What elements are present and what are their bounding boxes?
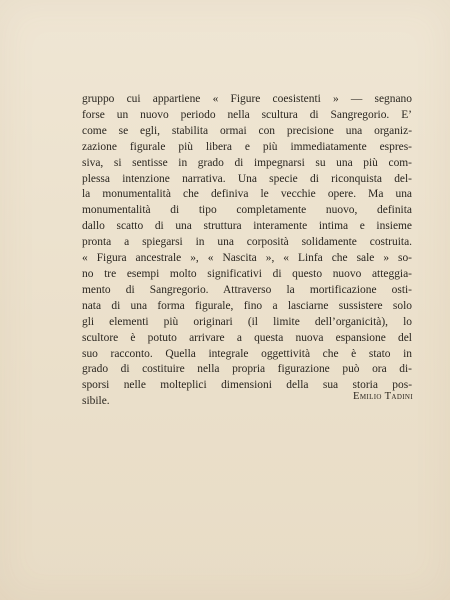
text-line: sporsi nelle molteplici dimensioni della sua storia pos- bbox=[82, 379, 412, 392]
text-line: siva, si sentisse in grado di impegnarsi su una più com- bbox=[82, 156, 412, 169]
text-line: nata di una forma figurale, fino a lasciarne sussistere solo bbox=[82, 299, 412, 312]
author-signature: Emilio Tadini bbox=[353, 391, 413, 402]
text-line-last: sibile. bbox=[82, 395, 110, 408]
text-line: zazione figurale più libera e più immediatamente espres- bbox=[82, 140, 412, 153]
body-text bbox=[82, 92, 412, 410]
text-line: plessa intenzione narrativa. Una specie di riconquista del- bbox=[82, 172, 412, 185]
text-line: gli elementi più originari (il limite dell’organicità), lo bbox=[82, 315, 412, 328]
text-line: dallo scatto di una struttura interamente intima e insieme bbox=[82, 220, 412, 233]
text-line: la monumentalità che definiva le vecchie opere. Ma una bbox=[82, 188, 412, 201]
text-line: forse un nuovo periodo nella scultura di Sangregorio. E’ bbox=[82, 108, 412, 121]
text-line: gruppo cui appartiene « Figure coesistenti » — segnano bbox=[82, 93, 412, 105]
text-line: come se egli, stabilita ormai con precisione una organiz- bbox=[82, 124, 412, 137]
text-line: no tre esempi molto significativi di questo nuovo atteggia- bbox=[82, 267, 412, 280]
text-line: « Figura ancestrale », « Nascita », « Linfa che sale » so- bbox=[82, 252, 412, 265]
text-line: scultore è potuto arrivare a questa nuova espansione del bbox=[82, 331, 412, 344]
text-line: monumentalità di tipo completamente nuovo, definita bbox=[82, 204, 412, 217]
text-line: mento di Sangregorio. Attraverso la mortificazione osti- bbox=[82, 283, 412, 296]
text-line: grado di costituire nella propria figurazione può ora di- bbox=[82, 363, 412, 376]
text-line: pronta a spiegarsi in una corposità solidamente costruita. bbox=[82, 236, 412, 249]
text-line: suo racconto. Quella integrale oggettività che è stato in bbox=[82, 347, 412, 360]
